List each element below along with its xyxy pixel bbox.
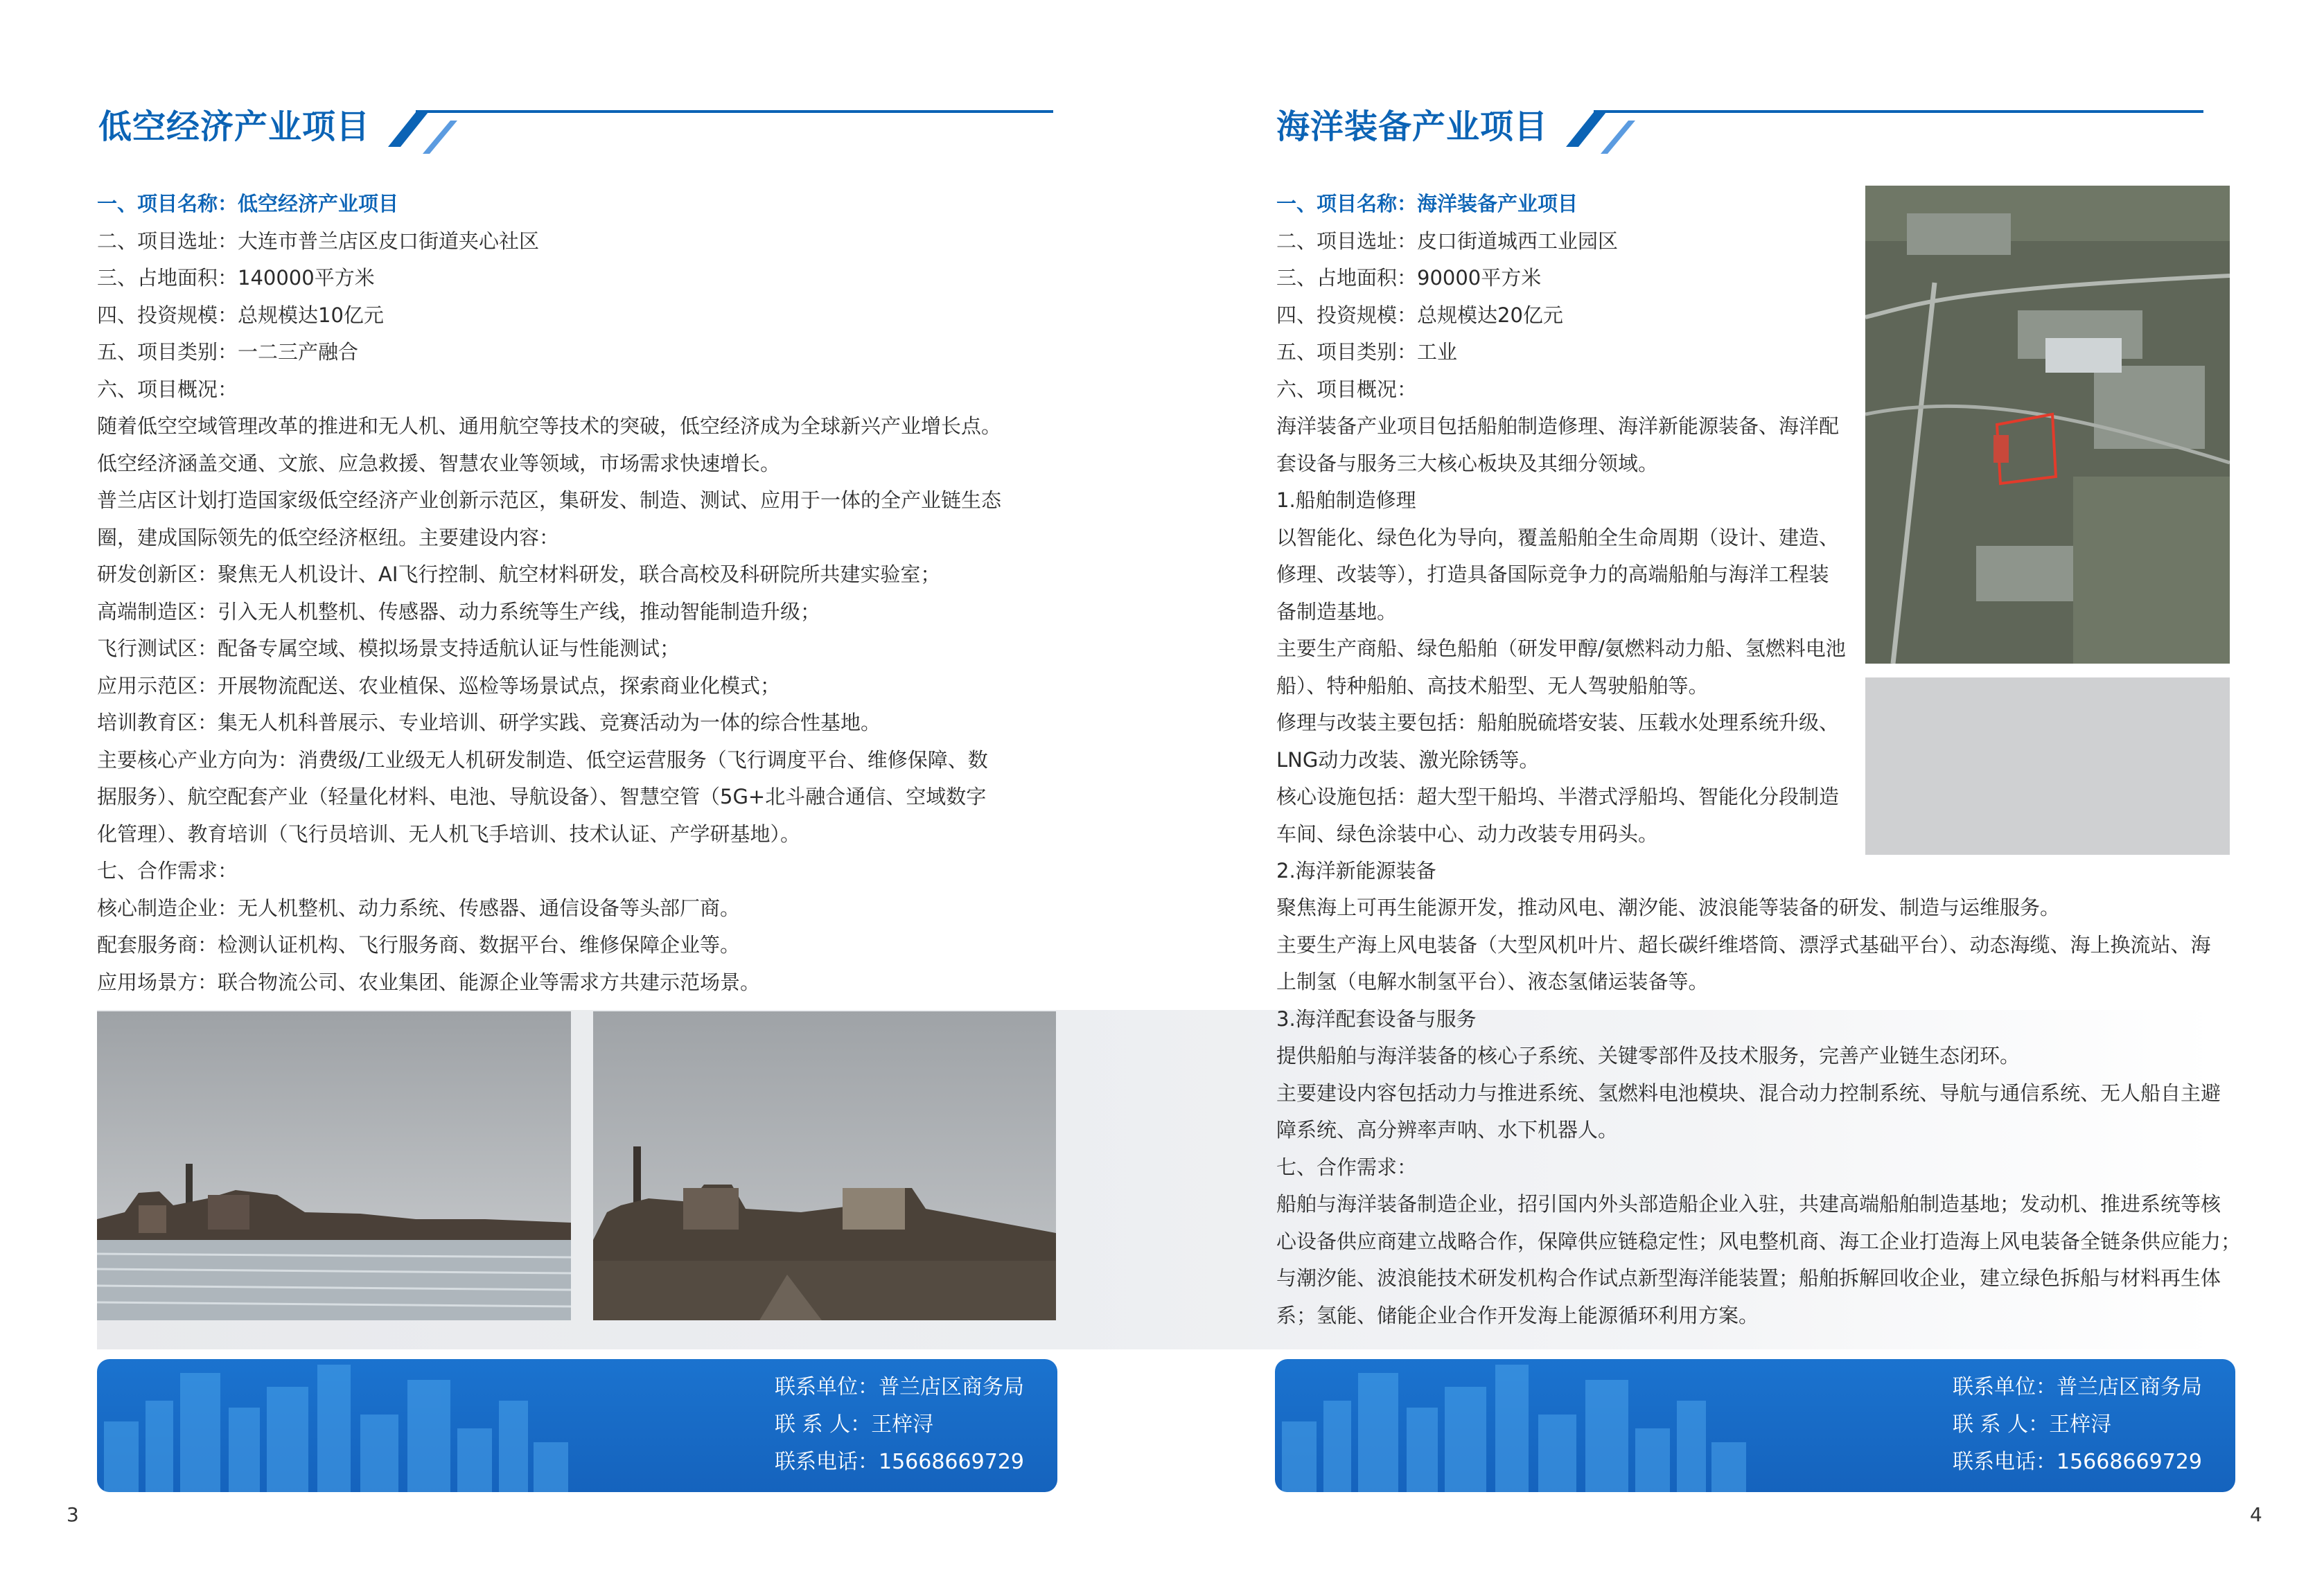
text-line: 低空经济涵盖交通、文旅、应急救援、智慧农业等领域，市场需求快速增长。: [97, 451, 781, 475]
text-line: LNG动力改装、激光除锈等。: [1276, 747, 1540, 772]
image-placeholder: [1865, 677, 2230, 855]
text-line: 船）、特种船舶、高技术船型、无人驾驶船舶等。: [1276, 673, 1709, 698]
text-line: 七、合作需求：: [1276, 1155, 1418, 1179]
text-line: 修理与改装主要包括：船舶脱硫塔安装、压载水处理系统升级、: [1276, 711, 1840, 734]
site-photo-2: [593, 1011, 1056, 1320]
text-line: 配套服务商：检测认证机构、飞行服务商、数据平台、维修保障企业等。: [97, 933, 741, 957]
contact-unit: 联系单位：普兰店区商务局: [1953, 1375, 2202, 1399]
page-number: 4: [2250, 1503, 2262, 1526]
text-line: 主要生产海上风电装备（大型风机叶片、超长碳纤维塔筒、漂浮式基础平台）、动态海缆、海上换流站、海: [1276, 932, 2211, 957]
section-title: 海洋装备产业项目: [1276, 107, 1549, 146]
contact-unit: 联系单位：普兰店区商务局: [775, 1375, 1024, 1399]
text-line: 主要核心产业方向为：消费级/工业级无人机研发制造、低空运营服务（飞行调度平台、维修保障、数: [97, 747, 988, 772]
page-number: 3: [67, 1503, 79, 1526]
header-decoration: [1566, 105, 2231, 161]
text-line: 3.海洋配套设备与服务: [1276, 1007, 1477, 1031]
aerial-map-photo: [1865, 186, 2230, 664]
contact-phone[interactable]: 联系电话：15668669729: [1953, 1450, 2202, 1474]
text-line: 四、投资规模：总规模达20亿元: [1276, 303, 1563, 327]
project-details-top: [1276, 186, 1846, 890]
text-line: 系；氢能、储能企业合作开发海上能源循环利用方案。: [1276, 1303, 1759, 1327]
text-line: 五、项目类别：工业: [1276, 340, 1458, 364]
text-line: 研发创新区：聚焦无人机设计、AI飞行控制、航空材料研发，联合高校及科研院所共建实验室；: [97, 562, 941, 586]
text-line: 海洋装备产业项目包括船舶制造修理、海洋新能源装备、海洋配: [1276, 414, 1840, 438]
text-line: 普兰店区计划打造国家级低空经济产业创新示范区，集研发、制造、测试、应用于一体的全产业链生态: [97, 488, 1002, 512]
text-line: 应用示范区：开展物流配送、农业植保、巡检等场景试点，探索商业化模式；: [97, 673, 781, 698]
text-line: 主要建设内容包括动力与推进系统、氢燃料电池模块、混合动力控制系统、导航与通信系统、无人船自主避: [1276, 1081, 2221, 1105]
text-line: 三、占地面积：140000平方米: [97, 266, 375, 290]
text-line: 据服务）、航空配套产业（轻量化材料、电池、导航设备）、智慧空管（5G+北斗融合通信、空域数字: [97, 785, 987, 808]
text-line: 圈，建成国际领先的低空经济枢纽。主要建设内容：: [97, 525, 560, 549]
contact-person: 联 系 人：王梓浔: [775, 1412, 934, 1437]
contact-person: 联 系 人：王梓浔: [1953, 1412, 2112, 1437]
site-photo-1: [97, 1011, 571, 1320]
text-line: 六、项目概况：: [1276, 377, 1418, 401]
text-line: 应用场景方：联合物流公司、农业集团、能源企业等需求方共建示范场景。: [97, 970, 761, 994]
contact-box: [97, 1359, 1057, 1492]
text-line: 高端制造区：引入无人机整机、传感器、动力系统等生产线，推动智能制造升级；: [97, 599, 821, 623]
text-line: 化管理）、教育培训（飞行员培训、无人机飞手培训、技术认证、产学研基地）。: [97, 822, 801, 846]
text-line: 随着低空空域管理改革的推进和无人机、通用航空等技术的突破，低空经济成为全球新兴产业增长点。: [97, 414, 1002, 438]
text-line: 飞行测试区：配备专属空域、模拟场景支持适航认证与性能测试；: [97, 637, 680, 660]
text-line: 与潮汐能、波浪能技术研发机构合作试点新型海洋能装置；船舶拆解回收企业，建立绿色拆船与材料再生体: [1276, 1266, 2221, 1290]
text-line: 2.海洋新能源装备: [1276, 859, 1436, 883]
contact-box: [1275, 1359, 2235, 1492]
text-line: 聚焦海上可再生能源开发，推动风电、潮汐能、波浪能等装备的研发、制造与运维服务。: [1276, 896, 2061, 919]
contact-phone[interactable]: 联系电话：15668669729: [775, 1450, 1024, 1474]
text-line: 障系统、高分辨率声呐、水下机器人。: [1276, 1118, 1619, 1142]
text-line: 核心制造企业：无人机整机、动力系统、传感器、通信设备等头部厂商。: [97, 896, 741, 920]
text-line: 三、占地面积：90000平方米: [1276, 266, 1542, 290]
text-line: 修理、改装等），打造具备国际竞争力的高端船舶与海洋工程装: [1276, 562, 1829, 586]
text-line: 主要生产商船、绿色船舶（研发甲醇/氨燃料动力船、氢燃料电池: [1276, 637, 1846, 660]
text-line: 以智能化、绿色化为导向，覆盖船舶全生命周期（设计、建造、: [1276, 525, 1840, 549]
text-line: 二、项目选址：皮口街道城西工业园区: [1276, 229, 1619, 253]
text-line: 备制造基地。: [1276, 599, 1398, 623]
contact-info: [1953, 1369, 2202, 1481]
project-details: [97, 186, 1001, 1001]
contact-info: [775, 1369, 1024, 1481]
section-title: 低空经济产业项目: [98, 107, 371, 146]
text-line: 四、投资规模：总规模达10亿元: [97, 303, 384, 327]
text-line: 心设备供应商建立战略合作，保障供应链稳定性；风电整机商、海工企业打造海上风电装备全链条供应能力；: [1276, 1229, 2242, 1253]
text-line: 五、项目类别：一二三产融合: [97, 340, 359, 364]
header-decoration: [388, 105, 1053, 161]
project-name-heading: 一、项目名称：海洋装备产业项目: [1276, 192, 1578, 215]
text-line: 七、合作需求：: [97, 859, 238, 883]
text-line: 车间、绿色涂装中心、动力改装专用码头。: [1276, 822, 1659, 846]
project-details-bottom: [1276, 889, 2241, 1334]
text-line: 二、项目选址：大连市普兰店区皮口街道夹心社区: [97, 229, 540, 253]
text-line: 船舶与海洋装备制造企业，招引国内外头部造船企业入驻，共建高端船舶制造基地；发动机、推进系统等核: [1276, 1192, 2221, 1216]
text-line: 核心设施包括：超大型干船坞、半潜式浮船坞、智能化分段制造: [1276, 785, 1840, 808]
text-line: 六、项目概况：: [97, 377, 238, 401]
text-line: 1.船舶制造修理: [1276, 488, 1416, 512]
text-line: 套设备与服务三大核心板块及其细分领域。: [1276, 451, 1659, 475]
text-line: 提供船舶与海洋装备的核心子系统、关键零部件及技术服务，完善产业链生态闭环。: [1276, 1044, 2021, 1067]
text-line: 上制氢（电解水制氢平台）、液态氢储运装备等。: [1276, 970, 1709, 993]
text-line: 培训教育区：集无人机科普展示、专业培训、研学实践、竞赛活动为一体的综合性基地。: [97, 711, 881, 734]
project-name-heading: 一、项目名称：低空经济产业项目: [97, 192, 399, 215]
